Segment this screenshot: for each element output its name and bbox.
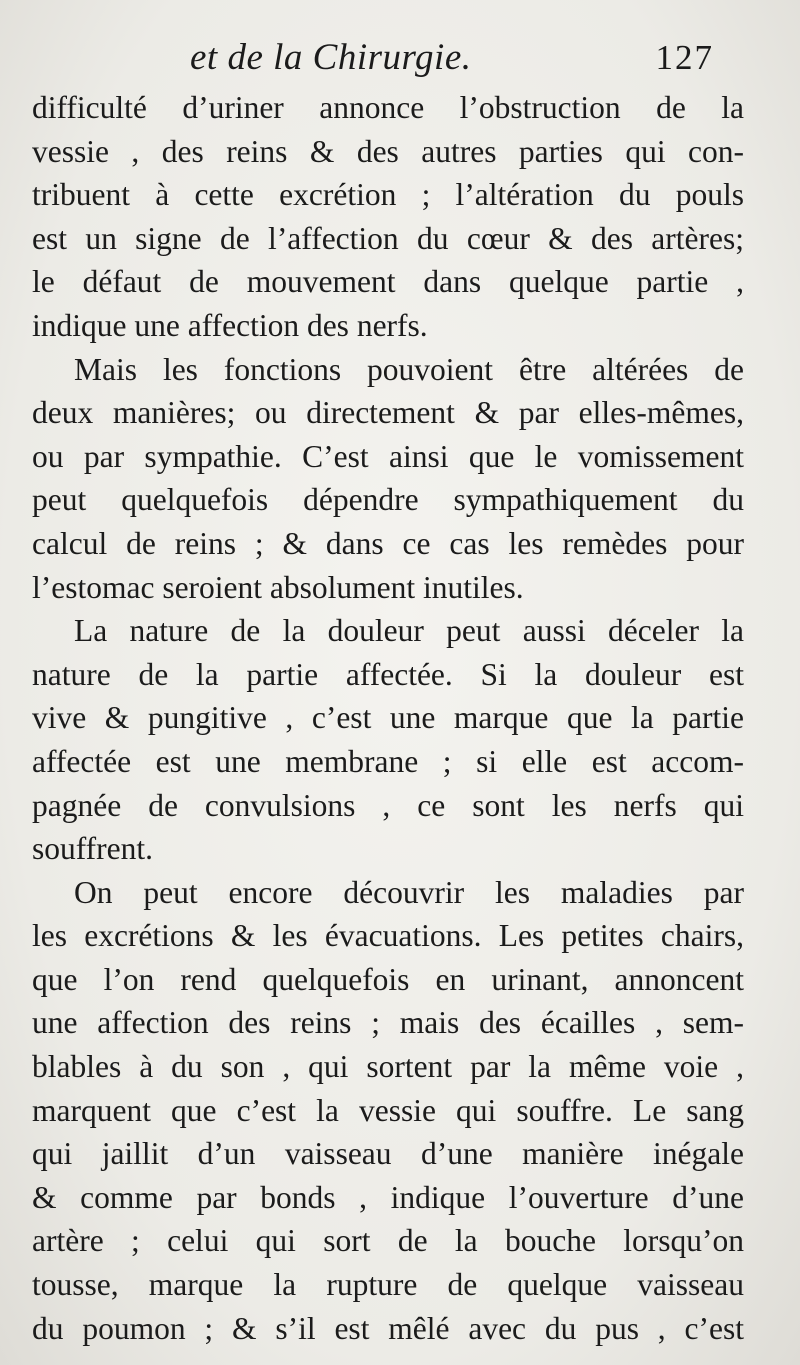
text-line: une affection des reins ; mais des écailles , sem-: [32, 1005, 744, 1041]
page-number: 127: [655, 38, 714, 77]
text-line: & comme par bonds , indique l’ouverture d’une: [32, 1179, 744, 1215]
paragraph-start-line: On peut encore découvrir les maladies par: [74, 874, 744, 910]
text-line: vive & pungitive , c’est une marque que la partie: [32, 700, 744, 736]
text-line: indique une affection des nerfs.: [32, 307, 428, 343]
running-head: et de la Chirurgie.: [190, 37, 472, 78]
paragraph-start-line: Mais les fonctions pouvoient être altérées de: [74, 351, 744, 387]
text-line: tribuent à cette excrétion ; l’altération du pouls: [32, 177, 744, 213]
text-line: ou par sympathie. C’est ainsi que le vomissement: [32, 438, 744, 474]
page-header: [190, 36, 720, 86]
text-line: difficulté d’uriner annonce l’obstruction de la: [32, 90, 744, 125]
paragraph-start-line: La nature de la douleur peut aussi déceler la: [74, 613, 744, 649]
text-line: vessie , des reins & des autres parties qui con-: [32, 133, 744, 169]
text-line: deux manières; ou directement & par elles-mêmes,: [32, 395, 744, 431]
text-line: pagnée de convulsions , ce sont les nerfs qui: [32, 787, 744, 823]
text-line: qui jaillit d’un vaisseau d’une manière inégale: [32, 1136, 744, 1172]
text-line: le défaut de mouvement dans quelque partie ,: [32, 264, 744, 300]
text-line: calcul de reins ; & dans ce cas les remèdes pour: [32, 525, 744, 561]
text-line: blables à du son , qui sortent par la même voie ,: [32, 1049, 744, 1085]
text-line: du poumon ; & s’il est mêlé avec du pus , c’est: [32, 1310, 744, 1346]
text-line: marquent que c’est la vessie qui souffre. Le sang: [32, 1092, 744, 1128]
body-text: [32, 86, 744, 1350]
text-line: souffrent.: [32, 831, 154, 867]
text-line: affectée est une membrane ; si elle est accom-: [32, 743, 744, 779]
text-line: artère ; celui qui sort de la bouche lorsqu’on: [32, 1223, 744, 1259]
text-line: tousse, marque la rupture de quelque vaisseau: [32, 1267, 744, 1303]
text-line: peut quelquefois dépendre sympathiquement du: [32, 482, 744, 518]
text-line: les excrétions & les évacuations. Les petites chairs,: [32, 918, 744, 954]
text-line: que l’on rend quelquefois en urinant, annoncent: [32, 961, 744, 997]
text-line: l’estomac seroient absolument inutiles.: [32, 569, 524, 605]
text-line: nature de la partie affectée. Si la douleur est: [32, 656, 744, 692]
text-line: est un signe de l’affection du cœur & des artères;: [32, 220, 744, 256]
